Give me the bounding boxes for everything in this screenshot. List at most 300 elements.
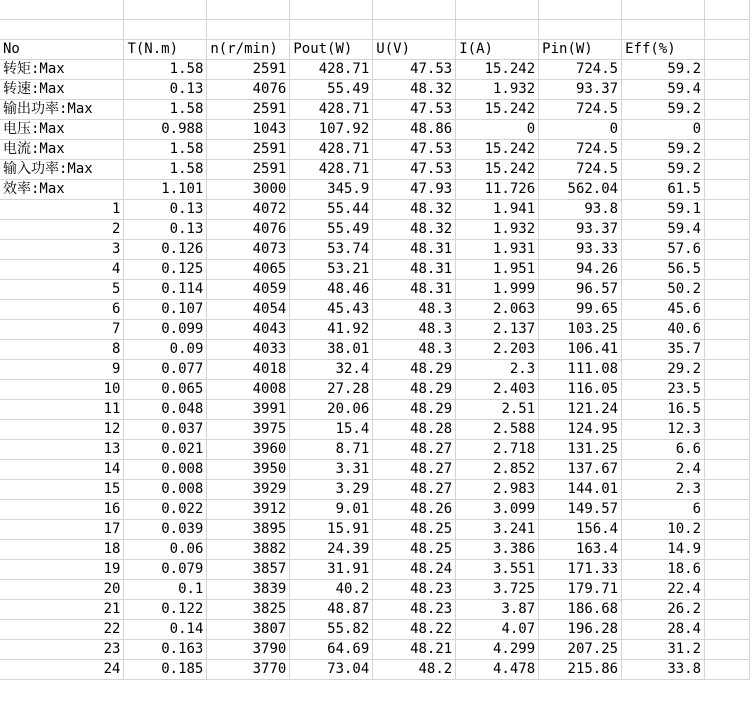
data-cell[interactable]: 3.87: [456, 599, 539, 619]
header-cell[interactable]: U(V): [373, 39, 456, 59]
max-value-cell[interactable]: 93.37: [539, 79, 622, 99]
empty-cell[interactable]: [705, 159, 750, 179]
data-cell[interactable]: 48.21: [373, 639, 456, 659]
data-cell[interactable]: 4.478: [456, 659, 539, 679]
data-cell[interactable]: 3991: [207, 399, 290, 419]
header-cell[interactable]: I(A): [456, 39, 539, 59]
data-cell[interactable]: 0.077: [124, 359, 207, 379]
data-cell[interactable]: 23.5: [622, 379, 705, 399]
empty-cell[interactable]: [705, 499, 750, 519]
empty-cell[interactable]: [705, 419, 750, 439]
data-cell[interactable]: 2.063: [456, 299, 539, 319]
empty-cell[interactable]: [705, 659, 750, 679]
max-value-cell[interactable]: 1.58: [124, 139, 207, 159]
data-cell[interactable]: 53.74: [290, 239, 373, 259]
data-cell[interactable]: 2.403: [456, 379, 539, 399]
row-number-cell[interactable]: 6: [0, 299, 124, 319]
data-cell[interactable]: 2.718: [456, 439, 539, 459]
data-cell[interactable]: 179.71: [539, 579, 622, 599]
max-value-cell[interactable]: 0.988: [124, 119, 207, 139]
data-cell[interactable]: 41.92: [290, 319, 373, 339]
data-cell[interactable]: 96.57: [539, 279, 622, 299]
data-cell[interactable]: 0.107: [124, 299, 207, 319]
max-value-cell[interactable]: 59.2: [622, 59, 705, 79]
data-cell[interactable]: 156.4: [539, 519, 622, 539]
data-cell[interactable]: 27.28: [290, 379, 373, 399]
data-cell[interactable]: 0.099: [124, 319, 207, 339]
data-cell[interactable]: 59.1: [622, 199, 705, 219]
data-cell[interactable]: 137.67: [539, 459, 622, 479]
empty-cell[interactable]: [124, 20, 207, 40]
empty-cell[interactable]: [705, 79, 750, 99]
data-cell[interactable]: 48.32: [373, 199, 456, 219]
empty-cell[interactable]: [705, 519, 750, 539]
data-cell[interactable]: 6: [622, 499, 705, 519]
data-cell[interactable]: 56.5: [622, 259, 705, 279]
header-cell[interactable]: n(r/min): [207, 39, 290, 59]
data-cell[interactable]: 15.4: [290, 419, 373, 439]
data-cell[interactable]: 59.4: [622, 219, 705, 239]
data-cell[interactable]: 38.01: [290, 339, 373, 359]
row-number-cell[interactable]: 21: [0, 599, 124, 619]
data-cell[interactable]: 111.08: [539, 359, 622, 379]
max-value-cell[interactable]: 2591: [207, 159, 290, 179]
data-cell[interactable]: 163.4: [539, 539, 622, 559]
row-number-cell[interactable]: 18: [0, 539, 124, 559]
data-cell[interactable]: 3.29: [290, 479, 373, 499]
data-cell[interactable]: 55.44: [290, 199, 373, 219]
empty-cell[interactable]: [705, 199, 750, 219]
data-cell[interactable]: 48.31: [373, 259, 456, 279]
max-value-cell[interactable]: 47.53: [373, 99, 456, 119]
header-cell[interactable]: No: [0, 39, 124, 59]
data-cell[interactable]: 8.71: [290, 439, 373, 459]
data-cell[interactable]: 64.69: [290, 639, 373, 659]
data-cell[interactable]: 4065: [207, 259, 290, 279]
row-number-cell[interactable]: 16: [0, 499, 124, 519]
data-cell[interactable]: 93.37: [539, 219, 622, 239]
data-cell[interactable]: 6.6: [622, 439, 705, 459]
max-value-cell[interactable]: 724.5: [539, 139, 622, 159]
data-cell[interactable]: 207.25: [539, 639, 622, 659]
max-value-cell[interactable]: 0: [622, 119, 705, 139]
data-cell[interactable]: 4054: [207, 299, 290, 319]
max-value-cell[interactable]: 61.5: [622, 179, 705, 199]
empty-cell[interactable]: [705, 20, 750, 40]
data-cell[interactable]: 4073: [207, 239, 290, 259]
data-cell[interactable]: 124.95: [539, 419, 622, 439]
max-value-cell[interactable]: 0: [456, 119, 539, 139]
data-cell[interactable]: 0.021: [124, 439, 207, 459]
data-cell[interactable]: 196.28: [539, 619, 622, 639]
max-value-cell[interactable]: 59.2: [622, 139, 705, 159]
data-cell[interactable]: 0.008: [124, 479, 207, 499]
row-number-cell[interactable]: 4: [0, 259, 124, 279]
data-cell[interactable]: 31.2: [622, 639, 705, 659]
data-cell[interactable]: 0.185: [124, 659, 207, 679]
empty-cell[interactable]: [705, 119, 750, 139]
data-cell[interactable]: 55.82: [290, 619, 373, 639]
data-cell[interactable]: 48.2: [373, 659, 456, 679]
row-number-cell[interactable]: 11: [0, 399, 124, 419]
data-cell[interactable]: 215.86: [539, 659, 622, 679]
empty-cell[interactable]: [705, 619, 750, 639]
data-cell[interactable]: 3960: [207, 439, 290, 459]
max-value-cell[interactable]: 1.932: [456, 79, 539, 99]
empty-cell[interactable]: [456, 0, 539, 20]
data-cell[interactable]: 48.3: [373, 299, 456, 319]
data-cell[interactable]: 3.099: [456, 499, 539, 519]
max-value-cell[interactable]: 0.13: [124, 79, 207, 99]
row-number-cell[interactable]: 13: [0, 439, 124, 459]
data-cell[interactable]: 93.33: [539, 239, 622, 259]
data-cell[interactable]: 2.3: [622, 479, 705, 499]
data-cell[interactable]: 48.27: [373, 439, 456, 459]
data-cell[interactable]: 121.24: [539, 399, 622, 419]
row-number-cell[interactable]: 10: [0, 379, 124, 399]
data-cell[interactable]: 3929: [207, 479, 290, 499]
row-number-cell[interactable]: 1: [0, 199, 124, 219]
empty-cell[interactable]: [705, 379, 750, 399]
data-cell[interactable]: 35.7: [622, 339, 705, 359]
empty-cell[interactable]: [622, 0, 705, 20]
data-cell[interactable]: 53.21: [290, 259, 373, 279]
max-value-cell[interactable]: 15.242: [456, 159, 539, 179]
data-cell[interactable]: 31.91: [290, 559, 373, 579]
empty-cell[interactable]: [705, 559, 750, 579]
data-cell[interactable]: 2.4: [622, 459, 705, 479]
data-cell[interactable]: 3857: [207, 559, 290, 579]
data-cell[interactable]: 0.163: [124, 639, 207, 659]
data-cell[interactable]: 3839: [207, 579, 290, 599]
data-cell[interactable]: 0.079: [124, 559, 207, 579]
max-value-cell[interactable]: 2591: [207, 59, 290, 79]
empty-cell[interactable]: [705, 0, 750, 20]
max-value-cell[interactable]: 15.242: [456, 59, 539, 79]
data-cell[interactable]: 0.065: [124, 379, 207, 399]
data-cell[interactable]: 20.06: [290, 399, 373, 419]
data-cell[interactable]: 1.999: [456, 279, 539, 299]
data-cell[interactable]: 0.122: [124, 599, 207, 619]
empty-cell[interactable]: [705, 639, 750, 659]
max-value-cell[interactable]: 1043: [207, 119, 290, 139]
max-value-cell[interactable]: 724.5: [539, 159, 622, 179]
header-cell[interactable]: T(N.m): [124, 39, 207, 59]
data-cell[interactable]: 149.57: [539, 499, 622, 519]
max-label-cell[interactable]: 效率:Max: [0, 179, 124, 199]
data-cell[interactable]: 0.039: [124, 519, 207, 539]
max-label-cell[interactable]: 转矩:Max: [0, 59, 124, 79]
max-value-cell[interactable]: 15.242: [456, 139, 539, 159]
empty-cell[interactable]: [124, 0, 207, 20]
data-cell[interactable]: 48.28: [373, 419, 456, 439]
data-cell[interactable]: 0.048: [124, 399, 207, 419]
data-cell[interactable]: 144.01: [539, 479, 622, 499]
data-cell[interactable]: 3.386: [456, 539, 539, 559]
data-cell[interactable]: 2.51: [456, 399, 539, 419]
empty-cell[interactable]: [705, 279, 750, 299]
data-cell[interactable]: 55.49: [290, 219, 373, 239]
data-cell[interactable]: 45.6: [622, 299, 705, 319]
data-cell[interactable]: 3790: [207, 639, 290, 659]
max-value-cell[interactable]: 15.242: [456, 99, 539, 119]
empty-cell[interactable]: [705, 179, 750, 199]
data-cell[interactable]: 0.09: [124, 339, 207, 359]
data-cell[interactable]: 4018: [207, 359, 290, 379]
empty-cell[interactable]: [705, 59, 750, 79]
max-value-cell[interactable]: 11.726: [456, 179, 539, 199]
data-cell[interactable]: 3.31: [290, 459, 373, 479]
max-value-cell[interactable]: 55.49: [290, 79, 373, 99]
empty-cell[interactable]: [0, 20, 124, 40]
data-cell[interactable]: 48.31: [373, 239, 456, 259]
row-number-cell[interactable]: 7: [0, 319, 124, 339]
row-number-cell[interactable]: 19: [0, 559, 124, 579]
empty-cell[interactable]: [705, 359, 750, 379]
data-cell[interactable]: 3950: [207, 459, 290, 479]
data-cell[interactable]: 48.25: [373, 539, 456, 559]
data-cell[interactable]: 24.39: [290, 539, 373, 559]
max-value-cell[interactable]: 59.4: [622, 79, 705, 99]
empty-cell[interactable]: [705, 439, 750, 459]
data-cell[interactable]: 15.91: [290, 519, 373, 539]
max-label-cell[interactable]: 电压:Max: [0, 119, 124, 139]
data-cell[interactable]: 48.24: [373, 559, 456, 579]
empty-cell[interactable]: [705, 219, 750, 239]
empty-cell[interactable]: [705, 539, 750, 559]
max-value-cell[interactable]: 428.71: [290, 159, 373, 179]
data-cell[interactable]: 40.2: [290, 579, 373, 599]
data-cell[interactable]: 2.983: [456, 479, 539, 499]
max-value-cell[interactable]: 59.2: [622, 159, 705, 179]
empty-cell[interactable]: [705, 459, 750, 479]
empty-cell[interactable]: [705, 579, 750, 599]
data-cell[interactable]: 3807: [207, 619, 290, 639]
max-value-cell[interactable]: 428.71: [290, 59, 373, 79]
data-cell[interactable]: 4.299: [456, 639, 539, 659]
empty-cell[interactable]: [705, 259, 750, 279]
row-number-cell[interactable]: 8: [0, 339, 124, 359]
data-cell[interactable]: 3882: [207, 539, 290, 559]
data-cell[interactable]: 0.008: [124, 459, 207, 479]
data-cell[interactable]: 0.13: [124, 219, 207, 239]
empty-cell[interactable]: [705, 339, 750, 359]
max-value-cell[interactable]: 107.92: [290, 119, 373, 139]
max-value-cell[interactable]: 48.86: [373, 119, 456, 139]
data-cell[interactable]: 3.725: [456, 579, 539, 599]
data-cell[interactable]: 0.125: [124, 259, 207, 279]
data-cell[interactable]: 94.26: [539, 259, 622, 279]
header-cell[interactable]: Pout(W): [290, 39, 373, 59]
data-cell[interactable]: 48.22: [373, 619, 456, 639]
empty-cell[interactable]: [705, 139, 750, 159]
data-cell[interactable]: 18.6: [622, 559, 705, 579]
data-cell[interactable]: 40.6: [622, 319, 705, 339]
empty-cell[interactable]: [705, 479, 750, 499]
data-cell[interactable]: 48.29: [373, 399, 456, 419]
empty-cell[interactable]: [539, 0, 622, 20]
data-cell[interactable]: 48.25: [373, 519, 456, 539]
data-cell[interactable]: 4072: [207, 199, 290, 219]
row-number-cell[interactable]: 5: [0, 279, 124, 299]
data-cell[interactable]: 57.6: [622, 239, 705, 259]
data-cell[interactable]: 3975: [207, 419, 290, 439]
max-value-cell[interactable]: 345.9: [290, 179, 373, 199]
empty-cell[interactable]: [290, 20, 373, 40]
header-cell[interactable]: Pin(W): [539, 39, 622, 59]
data-cell[interactable]: 1.941: [456, 199, 539, 219]
data-cell[interactable]: 26.2: [622, 599, 705, 619]
empty-cell[interactable]: [207, 20, 290, 40]
max-label-cell[interactable]: 转速:Max: [0, 79, 124, 99]
data-cell[interactable]: 48.23: [373, 599, 456, 619]
data-cell[interactable]: 33.8: [622, 659, 705, 679]
empty-cell[interactable]: [705, 319, 750, 339]
empty-cell[interactable]: [705, 299, 750, 319]
data-cell[interactable]: 103.25: [539, 319, 622, 339]
data-cell[interactable]: 116.05: [539, 379, 622, 399]
data-cell[interactable]: 48.27: [373, 479, 456, 499]
row-number-cell[interactable]: 14: [0, 459, 124, 479]
data-cell[interactable]: 3.551: [456, 559, 539, 579]
data-cell[interactable]: 0.06: [124, 539, 207, 559]
empty-cell[interactable]: [290, 0, 373, 20]
data-cell[interactable]: 1.932: [456, 219, 539, 239]
row-number-cell[interactable]: 24: [0, 659, 124, 679]
max-value-cell[interactable]: 47.93: [373, 179, 456, 199]
data-cell[interactable]: 106.41: [539, 339, 622, 359]
data-cell[interactable]: 0.14: [124, 619, 207, 639]
empty-cell[interactable]: [705, 599, 750, 619]
data-cell[interactable]: 32.4: [290, 359, 373, 379]
row-number-cell[interactable]: 17: [0, 519, 124, 539]
data-cell[interactable]: 1.951: [456, 259, 539, 279]
max-value-cell[interactable]: 4076: [207, 79, 290, 99]
data-cell[interactable]: 48.3: [373, 339, 456, 359]
data-cell[interactable]: 48.26: [373, 499, 456, 519]
row-number-cell[interactable]: 20: [0, 579, 124, 599]
max-value-cell[interactable]: 59.2: [622, 99, 705, 119]
empty-cell[interactable]: [622, 20, 705, 40]
data-cell[interactable]: 2.203: [456, 339, 539, 359]
data-cell[interactable]: 2.137: [456, 319, 539, 339]
empty-cell[interactable]: [373, 20, 456, 40]
data-cell[interactable]: 0.13: [124, 199, 207, 219]
row-number-cell[interactable]: 23: [0, 639, 124, 659]
max-value-cell[interactable]: 562.04: [539, 179, 622, 199]
data-cell[interactable]: 48.23: [373, 579, 456, 599]
max-value-cell[interactable]: 47.53: [373, 59, 456, 79]
data-cell[interactable]: 4043: [207, 319, 290, 339]
max-value-cell[interactable]: 428.71: [290, 139, 373, 159]
empty-cell[interactable]: [456, 20, 539, 40]
max-value-cell[interactable]: 1.101: [124, 179, 207, 199]
max-value-cell[interactable]: 1.58: [124, 99, 207, 119]
empty-cell[interactable]: [373, 0, 456, 20]
data-cell[interactable]: 12.3: [622, 419, 705, 439]
data-cell[interactable]: 131.25: [539, 439, 622, 459]
empty-cell[interactable]: [705, 239, 750, 259]
max-value-cell[interactable]: 1.58: [124, 159, 207, 179]
data-cell[interactable]: 2.852: [456, 459, 539, 479]
data-cell[interactable]: 171.33: [539, 559, 622, 579]
data-cell[interactable]: 29.2: [622, 359, 705, 379]
empty-cell[interactable]: [0, 0, 124, 20]
data-cell[interactable]: 3912: [207, 499, 290, 519]
data-cell[interactable]: 3770: [207, 659, 290, 679]
max-value-cell[interactable]: 3000: [207, 179, 290, 199]
data-cell[interactable]: 0.037: [124, 419, 207, 439]
data-cell[interactable]: 16.5: [622, 399, 705, 419]
data-cell[interactable]: 9.01: [290, 499, 373, 519]
max-value-cell[interactable]: 48.32: [373, 79, 456, 99]
header-cell[interactable]: Eff(%): [622, 39, 705, 59]
data-cell[interactable]: 48.32: [373, 219, 456, 239]
data-cell[interactable]: 3895: [207, 519, 290, 539]
data-cell[interactable]: 28.4: [622, 619, 705, 639]
row-number-cell[interactable]: 15: [0, 479, 124, 499]
data-cell[interactable]: 4033: [207, 339, 290, 359]
empty-cell[interactable]: [539, 20, 622, 40]
row-number-cell[interactable]: 9: [0, 359, 124, 379]
data-cell[interactable]: 73.04: [290, 659, 373, 679]
max-value-cell[interactable]: 724.5: [539, 59, 622, 79]
data-cell[interactable]: 48.46: [290, 279, 373, 299]
data-cell[interactable]: 0.126: [124, 239, 207, 259]
max-value-cell[interactable]: 47.53: [373, 139, 456, 159]
data-cell[interactable]: 4008: [207, 379, 290, 399]
data-cell[interactable]: 4076: [207, 219, 290, 239]
data-cell[interactable]: 48.29: [373, 359, 456, 379]
data-cell[interactable]: 2.3: [456, 359, 539, 379]
max-value-cell[interactable]: 0: [539, 119, 622, 139]
data-cell[interactable]: 10.2: [622, 519, 705, 539]
data-cell[interactable]: 14.9: [622, 539, 705, 559]
data-cell[interactable]: 186.68: [539, 599, 622, 619]
data-cell[interactable]: 93.8: [539, 199, 622, 219]
row-number-cell[interactable]: 12: [0, 419, 124, 439]
data-cell[interactable]: 4059: [207, 279, 290, 299]
data-cell[interactable]: 22.4: [622, 579, 705, 599]
data-cell[interactable]: 48.29: [373, 379, 456, 399]
max-value-cell[interactable]: 724.5: [539, 99, 622, 119]
data-cell[interactable]: 45.43: [290, 299, 373, 319]
data-cell[interactable]: 3.241: [456, 519, 539, 539]
data-cell[interactable]: 2.588: [456, 419, 539, 439]
empty-cell[interactable]: [705, 399, 750, 419]
max-label-cell[interactable]: 输出功率:Max: [0, 99, 124, 119]
row-number-cell[interactable]: 22: [0, 619, 124, 639]
max-value-cell[interactable]: 1.58: [124, 59, 207, 79]
row-number-cell[interactable]: 3: [0, 239, 124, 259]
data-cell[interactable]: 3825: [207, 599, 290, 619]
empty-cell[interactable]: [207, 0, 290, 20]
data-cell[interactable]: 4.07: [456, 619, 539, 639]
data-cell[interactable]: 99.65: [539, 299, 622, 319]
empty-cell[interactable]: [705, 99, 750, 119]
data-cell[interactable]: 48.31: [373, 279, 456, 299]
data-cell[interactable]: 0.022: [124, 499, 207, 519]
data-cell[interactable]: 48.27: [373, 459, 456, 479]
data-cell[interactable]: 48.87: [290, 599, 373, 619]
row-number-cell[interactable]: 2: [0, 219, 124, 239]
data-cell[interactable]: 1.931: [456, 239, 539, 259]
data-cell[interactable]: 0.1: [124, 579, 207, 599]
max-value-cell[interactable]: 2591: [207, 99, 290, 119]
max-value-cell[interactable]: 2591: [207, 139, 290, 159]
empty-cell[interactable]: [705, 39, 750, 59]
data-cell[interactable]: 0.114: [124, 279, 207, 299]
